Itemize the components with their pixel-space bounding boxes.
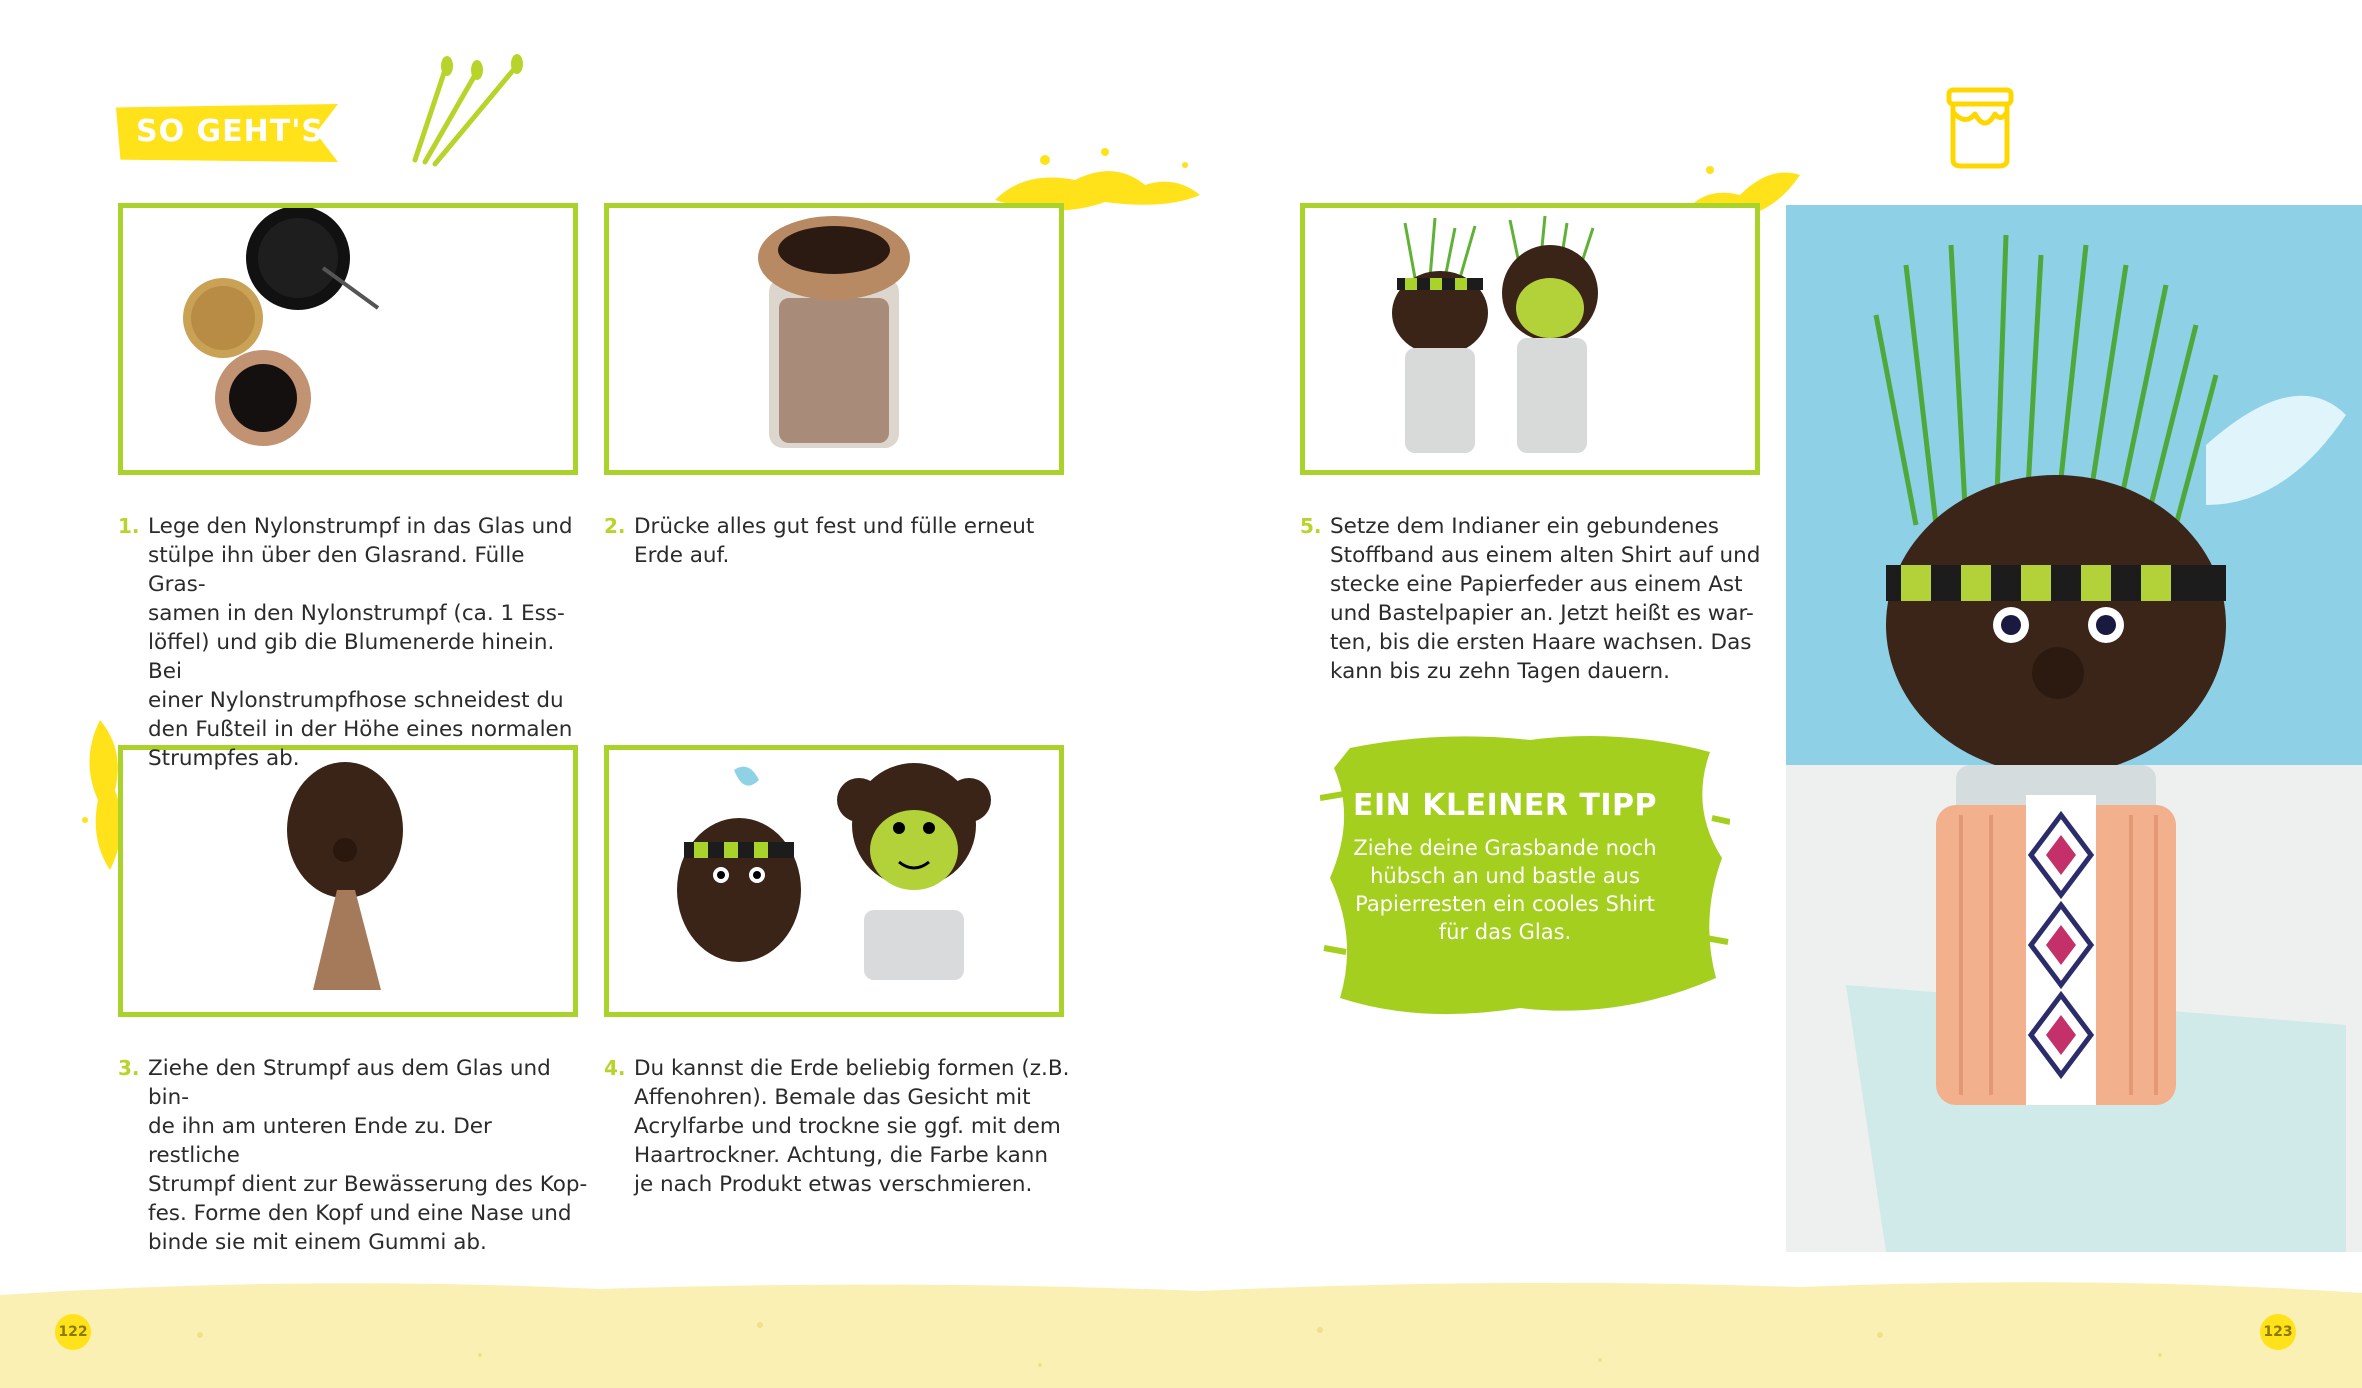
- step-text: Du kannst die Erde beliebig formen (z.B. Affenohren). Bemale das Gesicht mit Acrylfarbe und trockne sie ggf. mit dem Haartrockner. Achtung, die Farbe kann je nach Produkt etwas verschmieren.: [634, 1056, 1070, 1197]
- painted-heads-photo: [609, 750, 1059, 1012]
- main-photo: [1786, 205, 2362, 1252]
- step-number: 1.: [118, 514, 140, 538]
- materials-photo: [123, 208, 573, 470]
- photo-step-5: [1300, 203, 1760, 475]
- page-number-right: 123: [2260, 1314, 2296, 1350]
- step-5: [1300, 512, 1770, 702]
- step-text: Lege den Nylonstrumpf in das Glas und stülpe ihn über den Glasrand. Fülle Gras- samen in den Nylonstrumpf (ca. 1 Ess- löffel) und gib die Blumenerde hinein. Bei einer Nylonstrumpfhose schneidest du den Fußteil in der Höhe eines normalen Strumpfes ab.: [148, 514, 573, 771]
- paint-jar-icon: [1935, 82, 2025, 172]
- tip-text: Ziehe deine Grasbande noch hübsch an und bastle aus Papierresten ein cooles Shirt für das Glas.: [1353, 836, 1657, 944]
- step-number: 5.: [1300, 514, 1322, 538]
- step-text: Setze dem Indianer ein gebundenes Stoffband aus einem alten Shirt auf und stecke eine Papierfeder aus einem Ast und Bastelpapier an. Jetzt heißt es war- ten, bis die ersten Haare wachsen. Das kann bis zu zehn Tagen dauern.: [1330, 514, 1761, 684]
- banner-title: SO GEHT'S:: [136, 114, 338, 149]
- sock-head-photo: [123, 750, 573, 1012]
- step-3: [118, 1054, 588, 1255]
- photo-step-2: [604, 203, 1064, 475]
- jar-with-soil-photo: [609, 208, 1059, 470]
- page-number-left: 122: [55, 1314, 91, 1350]
- photo-step-3: [118, 745, 578, 1017]
- step-text: Ziehe den Strumpf aus dem Glas und bin- de ihn am unteren Ende zu. Der restliche Strumpf dient zur Bewässerung des Kop- fes. Forme den Kopf und eine Nase und binde sie mit einem Gummi ab.: [148, 1056, 588, 1255]
- grass-head-indian-photo: [1786, 205, 2362, 1252]
- step-number: 2.: [604, 514, 626, 538]
- tip-title: EIN KLEINER TIPP: [1353, 788, 1657, 823]
- photo-step-4: [604, 745, 1064, 1017]
- grass-heads-photo: [1305, 208, 1755, 470]
- step-number: 3.: [118, 1056, 140, 1080]
- step-4: [604, 1054, 1074, 1214]
- footer-texture: [0, 1275, 2362, 1388]
- step-2: [604, 512, 1074, 592]
- paintbrush-icon: [395, 50, 535, 170]
- step-text: Drücke alles gut fest und fülle erneut Erde auf.: [634, 514, 1035, 568]
- step-1: [118, 512, 588, 771]
- photo-step-1: [118, 203, 578, 475]
- step-number: 4.: [604, 1056, 626, 1080]
